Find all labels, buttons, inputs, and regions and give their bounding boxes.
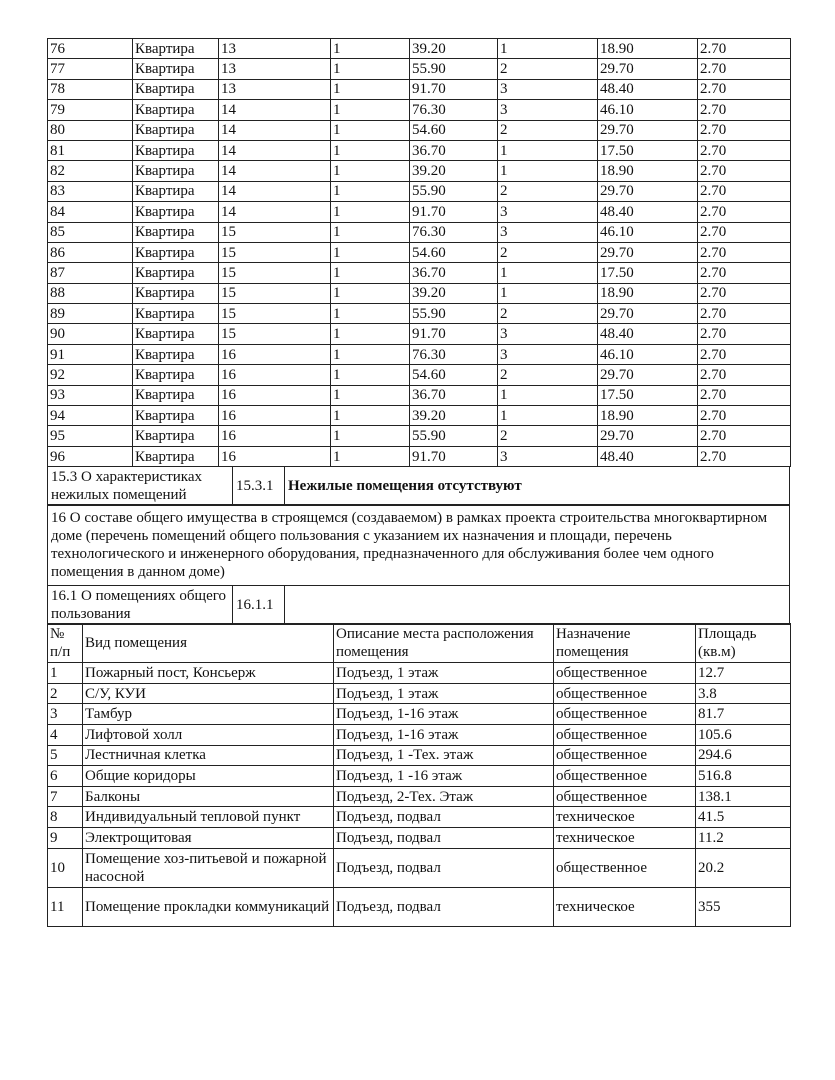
apartment-area: 39.20 bbox=[410, 39, 498, 59]
apartment-living-area: 48.40 bbox=[598, 446, 698, 466]
apartment-number: 76 bbox=[48, 39, 133, 59]
apartment-living-area: 46.10 bbox=[598, 222, 698, 242]
room-kind: Помещение хоз-питьевой и пожарной насосной bbox=[83, 848, 334, 887]
apartment-number: 92 bbox=[48, 365, 133, 385]
section-15-3-value: Нежилые помещения отсутствуют bbox=[285, 466, 790, 505]
apartment-section: 1 bbox=[331, 39, 410, 59]
apartment-floor: 14 bbox=[219, 161, 331, 181]
header-area: Площадь (кв.м) bbox=[696, 624, 791, 663]
apartment-number: 94 bbox=[48, 406, 133, 426]
apartment-living-area: 18.90 bbox=[598, 39, 698, 59]
apartment-type: Квартира bbox=[133, 100, 219, 120]
room-number: 3 bbox=[48, 704, 83, 725]
apartment-number: 88 bbox=[48, 283, 133, 303]
apartment-number: 81 bbox=[48, 140, 133, 160]
apartment-ceiling-height: 2.70 bbox=[698, 283, 791, 303]
apartment-rooms: 3 bbox=[498, 202, 598, 222]
apartments-table bbox=[47, 38, 791, 467]
apartment-rooms: 1 bbox=[498, 161, 598, 181]
apartment-number: 84 bbox=[48, 202, 133, 222]
apartment-number: 93 bbox=[48, 385, 133, 405]
apartment-section: 1 bbox=[331, 283, 410, 303]
apartment-type: Квартира bbox=[133, 344, 219, 364]
apartment-row bbox=[48, 100, 791, 120]
apartment-number: 77 bbox=[48, 59, 133, 79]
apartment-living-area: 29.70 bbox=[598, 181, 698, 201]
common-room-row bbox=[48, 704, 791, 725]
room-purpose: техническое bbox=[554, 807, 696, 828]
apartment-type: Квартира bbox=[133, 283, 219, 303]
apartment-living-area: 29.70 bbox=[598, 365, 698, 385]
apartment-rooms: 2 bbox=[498, 242, 598, 262]
apartment-section: 1 bbox=[331, 100, 410, 120]
apartment-type: Квартира bbox=[133, 446, 219, 466]
apartment-area: 36.70 bbox=[410, 385, 498, 405]
apartment-row bbox=[48, 181, 791, 201]
apartment-ceiling-height: 2.70 bbox=[698, 446, 791, 466]
apartment-rooms: 2 bbox=[498, 120, 598, 140]
apartment-ceiling-height: 2.70 bbox=[698, 406, 791, 426]
common-room-row bbox=[48, 663, 791, 684]
room-kind: Лестничная клетка bbox=[83, 745, 334, 766]
apartment-section: 1 bbox=[331, 406, 410, 426]
apartment-living-area: 29.70 bbox=[598, 120, 698, 140]
room-kind: Помещение прокладки коммуникаций bbox=[83, 887, 334, 926]
room-number: 4 bbox=[48, 724, 83, 745]
apartment-number: 89 bbox=[48, 304, 133, 324]
room-number: 7 bbox=[48, 786, 83, 807]
apartment-ceiling-height: 2.70 bbox=[698, 242, 791, 262]
apartment-ceiling-height: 2.70 bbox=[698, 344, 791, 364]
apartment-type: Квартира bbox=[133, 222, 219, 242]
apartment-area: 55.90 bbox=[410, 181, 498, 201]
apartment-number: 80 bbox=[48, 120, 133, 140]
apartment-area: 54.60 bbox=[410, 242, 498, 262]
room-location: Подъезд, 1-16 этаж bbox=[334, 724, 554, 745]
apartment-section: 1 bbox=[331, 59, 410, 79]
apartment-floor: 16 bbox=[219, 344, 331, 364]
room-purpose: общественное bbox=[554, 724, 696, 745]
apartment-number: 96 bbox=[48, 446, 133, 466]
room-number: 10 bbox=[48, 848, 83, 887]
apartment-floor: 13 bbox=[219, 39, 331, 59]
apartment-floor: 14 bbox=[219, 120, 331, 140]
apartment-row bbox=[48, 140, 791, 160]
room-area: 41.5 bbox=[696, 807, 791, 828]
apartment-floor: 16 bbox=[219, 446, 331, 466]
room-number: 1 bbox=[48, 663, 83, 684]
apartment-row bbox=[48, 202, 791, 222]
section-16-1-code: 16.1.1 bbox=[233, 585, 285, 624]
apartment-rooms: 2 bbox=[498, 426, 598, 446]
apartment-ceiling-height: 2.70 bbox=[698, 120, 791, 140]
apartment-area: 91.70 bbox=[410, 79, 498, 99]
apartment-row bbox=[48, 406, 791, 426]
apartment-row bbox=[48, 446, 791, 466]
apartment-floor: 14 bbox=[219, 100, 331, 120]
apartment-rooms: 3 bbox=[498, 344, 598, 364]
apartment-ceiling-height: 2.70 bbox=[698, 304, 791, 324]
room-kind: Пожарный пост, Консьерж bbox=[83, 663, 334, 684]
apartment-section: 1 bbox=[331, 365, 410, 385]
room-kind: Лифтовой холл bbox=[83, 724, 334, 745]
apartment-ceiling-height: 2.70 bbox=[698, 385, 791, 405]
apartment-ceiling-height: 2.70 bbox=[698, 426, 791, 446]
room-area: 516.8 bbox=[696, 766, 791, 787]
apartment-type: Квартира bbox=[133, 406, 219, 426]
apartment-type: Квартира bbox=[133, 161, 219, 181]
room-number: 5 bbox=[48, 745, 83, 766]
apartment-section: 1 bbox=[331, 344, 410, 364]
apartment-section: 1 bbox=[331, 426, 410, 446]
room-number: 9 bbox=[48, 827, 83, 848]
apartment-ceiling-height: 2.70 bbox=[698, 181, 791, 201]
common-room-row bbox=[48, 766, 791, 787]
common-room-row bbox=[48, 807, 791, 828]
apartment-row bbox=[48, 222, 791, 242]
room-purpose: общественное bbox=[554, 786, 696, 807]
room-location: Подъезд, подвал bbox=[334, 887, 554, 926]
room-purpose: общественное bbox=[554, 848, 696, 887]
apartment-floor: 15 bbox=[219, 283, 331, 303]
apartment-floor: 16 bbox=[219, 385, 331, 405]
room-purpose: техническое bbox=[554, 887, 696, 926]
room-kind: С/У, КУИ bbox=[83, 683, 334, 704]
section-16-1-label: 16.1 О помещениях общего пользования bbox=[48, 585, 233, 624]
apartment-rooms: 3 bbox=[498, 324, 598, 344]
apartment-area: 39.20 bbox=[410, 283, 498, 303]
common-room-row bbox=[48, 745, 791, 766]
apartment-section: 1 bbox=[331, 446, 410, 466]
apartment-living-area: 29.70 bbox=[598, 59, 698, 79]
apartment-ceiling-height: 2.70 bbox=[698, 324, 791, 344]
apartment-type: Квартира bbox=[133, 120, 219, 140]
apartment-section: 1 bbox=[331, 385, 410, 405]
apartment-row bbox=[48, 344, 791, 364]
room-location: Подъезд, 2-Тех. Этаж bbox=[334, 786, 554, 807]
section-16-1 bbox=[47, 585, 790, 625]
section-16 bbox=[47, 504, 790, 586]
apartment-area: 91.70 bbox=[410, 324, 498, 344]
apartment-area: 76.30 bbox=[410, 222, 498, 242]
apartment-rooms: 1 bbox=[498, 140, 598, 160]
room-number: 6 bbox=[48, 766, 83, 787]
apartment-ceiling-height: 2.70 bbox=[698, 59, 791, 79]
apartment-ceiling-height: 2.70 bbox=[698, 140, 791, 160]
apartment-living-area: 17.50 bbox=[598, 140, 698, 160]
room-purpose: общественное bbox=[554, 663, 696, 684]
apartment-type: Квартира bbox=[133, 304, 219, 324]
apartment-number: 90 bbox=[48, 324, 133, 344]
apartment-area: 36.70 bbox=[410, 263, 498, 283]
apartment-ceiling-height: 2.70 bbox=[698, 161, 791, 181]
common-rooms-table bbox=[47, 623, 791, 926]
room-number: 11 bbox=[48, 887, 83, 926]
common-room-row bbox=[48, 724, 791, 745]
apartment-ceiling-height: 2.70 bbox=[698, 202, 791, 222]
apartment-rooms: 1 bbox=[498, 406, 598, 426]
apartment-number: 78 bbox=[48, 79, 133, 99]
apartment-section: 1 bbox=[331, 140, 410, 160]
apartment-area: 36.70 bbox=[410, 140, 498, 160]
apartment-rooms: 3 bbox=[498, 79, 598, 99]
apartment-living-area: 29.70 bbox=[598, 304, 698, 324]
common-room-row bbox=[48, 786, 791, 807]
apartment-floor: 16 bbox=[219, 406, 331, 426]
apartment-section: 1 bbox=[331, 304, 410, 324]
apartment-type: Квартира bbox=[133, 79, 219, 99]
room-purpose: общественное bbox=[554, 704, 696, 725]
apartment-section: 1 bbox=[331, 242, 410, 262]
apartment-rooms: 1 bbox=[498, 385, 598, 405]
apartment-number: 83 bbox=[48, 181, 133, 201]
room-purpose: общественное bbox=[554, 683, 696, 704]
apartment-type: Квартира bbox=[133, 202, 219, 222]
room-kind: Общие коридоры bbox=[83, 766, 334, 787]
room-number: 8 bbox=[48, 807, 83, 828]
apartment-section: 1 bbox=[331, 120, 410, 140]
apartment-type: Квартира bbox=[133, 365, 219, 385]
apartment-number: 85 bbox=[48, 222, 133, 242]
apartment-area: 55.90 bbox=[410, 59, 498, 79]
apartment-floor: 14 bbox=[219, 181, 331, 201]
room-location: Подъезд, подвал bbox=[334, 807, 554, 828]
apartment-floor: 13 bbox=[219, 59, 331, 79]
apartment-number: 87 bbox=[48, 263, 133, 283]
section-16-text: 16 О составе общего имущества в строящемся (создаваемом) в рамках проекта строительства многоквартирном доме (перечень помещений общего пользования с указанием их назначения и площади, перечень технологического и инженерного оборудования, предназначенного для обслуживания более чем одного помещения в данном доме) bbox=[48, 505, 790, 586]
apartment-ceiling-height: 2.70 bbox=[698, 222, 791, 242]
apartment-living-area: 18.90 bbox=[598, 161, 698, 181]
apartment-floor: 15 bbox=[219, 222, 331, 242]
room-kind: Электрощитовая bbox=[83, 827, 334, 848]
apartment-section: 1 bbox=[331, 263, 410, 283]
room-kind: Балконы bbox=[83, 786, 334, 807]
room-location: Подъезд, 1 -16 этаж bbox=[334, 766, 554, 787]
apartment-type: Квартира bbox=[133, 181, 219, 201]
document-page bbox=[47, 38, 790, 927]
apartment-living-area: 48.40 bbox=[598, 79, 698, 99]
apartment-rooms: 2 bbox=[498, 181, 598, 201]
section-15-3-code: 15.3.1 bbox=[233, 466, 285, 505]
apartment-living-area: 48.40 bbox=[598, 324, 698, 344]
apartment-area: 55.90 bbox=[410, 426, 498, 446]
apartment-row bbox=[48, 242, 791, 262]
room-location: Подъезд, подвал bbox=[334, 848, 554, 887]
room-kind: Индивидуальный тепловой пункт bbox=[83, 807, 334, 828]
apartment-type: Квартира bbox=[133, 140, 219, 160]
apartment-living-area: 29.70 bbox=[598, 242, 698, 262]
room-number: 2 bbox=[48, 683, 83, 704]
apartment-row bbox=[48, 385, 791, 405]
apartment-number: 95 bbox=[48, 426, 133, 446]
apartment-ceiling-height: 2.70 bbox=[698, 79, 791, 99]
header-kind: Вид помещения bbox=[83, 624, 334, 663]
room-purpose: общественное bbox=[554, 766, 696, 787]
apartment-number: 86 bbox=[48, 242, 133, 262]
apartment-area: 39.20 bbox=[410, 161, 498, 181]
room-area: 11.2 bbox=[696, 827, 791, 848]
apartment-number: 82 bbox=[48, 161, 133, 181]
apartment-type: Квартира bbox=[133, 263, 219, 283]
apartment-type: Квартира bbox=[133, 324, 219, 344]
apartment-number: 79 bbox=[48, 100, 133, 120]
apartment-section: 1 bbox=[331, 222, 410, 242]
apartment-area: 91.70 bbox=[410, 202, 498, 222]
apartment-rooms: 3 bbox=[498, 100, 598, 120]
apartment-row bbox=[48, 161, 791, 181]
apartment-area: 39.20 bbox=[410, 406, 498, 426]
header-location: Описание места расположения помещения bbox=[334, 624, 554, 663]
apartment-floor: 13 bbox=[219, 79, 331, 99]
section-16-1-value bbox=[285, 585, 790, 624]
room-purpose: общественное bbox=[554, 745, 696, 766]
header-purpose: Назначение помещения bbox=[554, 624, 696, 663]
apartment-type: Квартира bbox=[133, 426, 219, 446]
common-room-row bbox=[48, 827, 791, 848]
room-area: 138.1 bbox=[696, 786, 791, 807]
apartment-row bbox=[48, 120, 791, 140]
room-location: Подъезд, 1 -Тех. этаж bbox=[334, 745, 554, 766]
apartment-row bbox=[48, 426, 791, 446]
apartment-type: Квартира bbox=[133, 242, 219, 262]
header-number: № п/п bbox=[48, 624, 83, 663]
apartment-section: 1 bbox=[331, 181, 410, 201]
apartment-area: 55.90 bbox=[410, 304, 498, 324]
room-area: 20.2 bbox=[696, 848, 791, 887]
apartment-floor: 15 bbox=[219, 242, 331, 262]
apartment-row bbox=[48, 324, 791, 344]
apartment-rooms: 3 bbox=[498, 222, 598, 242]
room-area: 105.6 bbox=[696, 724, 791, 745]
apartment-rooms: 1 bbox=[498, 283, 598, 303]
apartment-section: 1 bbox=[331, 324, 410, 344]
common-room-row bbox=[48, 683, 791, 704]
apartment-area: 91.70 bbox=[410, 446, 498, 466]
apartment-row bbox=[48, 283, 791, 303]
room-purpose: техническое bbox=[554, 827, 696, 848]
common-room-row bbox=[48, 887, 791, 926]
apartment-area: 54.60 bbox=[410, 120, 498, 140]
apartment-type: Квартира bbox=[133, 385, 219, 405]
section-15-3 bbox=[47, 466, 790, 506]
room-location: Подъезд, 1-16 этаж bbox=[334, 704, 554, 725]
apartment-row bbox=[48, 79, 791, 99]
room-area: 81.7 bbox=[696, 704, 791, 725]
apartment-floor: 15 bbox=[219, 263, 331, 283]
apartment-floor: 16 bbox=[219, 426, 331, 446]
apartment-floor: 15 bbox=[219, 304, 331, 324]
apartment-type: Квартира bbox=[133, 39, 219, 59]
apartment-floor: 15 bbox=[219, 324, 331, 344]
apartment-living-area: 48.40 bbox=[598, 202, 698, 222]
apartment-row bbox=[48, 59, 791, 79]
room-location: Подъезд, 1 этаж bbox=[334, 663, 554, 684]
room-kind: Тамбур bbox=[83, 704, 334, 725]
apartment-ceiling-height: 2.70 bbox=[698, 39, 791, 59]
apartment-rooms: 2 bbox=[498, 59, 598, 79]
apartment-type: Квартира bbox=[133, 59, 219, 79]
apartment-section: 1 bbox=[331, 202, 410, 222]
room-area: 294.6 bbox=[696, 745, 791, 766]
room-area: 355 bbox=[696, 887, 791, 926]
room-location: Подъезд, подвал bbox=[334, 827, 554, 848]
apartment-rooms: 2 bbox=[498, 304, 598, 324]
apartment-living-area: 18.90 bbox=[598, 283, 698, 303]
apartment-living-area: 17.50 bbox=[598, 263, 698, 283]
apartment-rooms: 2 bbox=[498, 365, 598, 385]
apartment-living-area: 46.10 bbox=[598, 100, 698, 120]
apartment-row bbox=[48, 365, 791, 385]
apartment-living-area: 17.50 bbox=[598, 385, 698, 405]
room-area: 12.7 bbox=[696, 663, 791, 684]
room-location: Подъезд, 1 этаж bbox=[334, 683, 554, 704]
common-rooms-header bbox=[48, 624, 791, 663]
apartment-ceiling-height: 2.70 bbox=[698, 100, 791, 120]
apartment-floor: 14 bbox=[219, 140, 331, 160]
apartment-ceiling-height: 2.70 bbox=[698, 263, 791, 283]
section-15-3-label: 15.3 О характеристиках нежилых помещений bbox=[48, 466, 233, 505]
apartment-living-area: 46.10 bbox=[598, 344, 698, 364]
apartment-row bbox=[48, 263, 791, 283]
apartment-section: 1 bbox=[331, 79, 410, 99]
room-area: 3.8 bbox=[696, 683, 791, 704]
apartment-ceiling-height: 2.70 bbox=[698, 365, 791, 385]
apartment-area: 54.60 bbox=[410, 365, 498, 385]
apartment-row bbox=[48, 304, 791, 324]
apartment-row bbox=[48, 39, 791, 59]
apartment-rooms: 3 bbox=[498, 446, 598, 466]
apartment-area: 76.30 bbox=[410, 100, 498, 120]
apartment-living-area: 18.90 bbox=[598, 406, 698, 426]
apartment-rooms: 1 bbox=[498, 263, 598, 283]
apartment-section: 1 bbox=[331, 161, 410, 181]
common-room-row bbox=[48, 848, 791, 887]
apartment-rooms: 1 bbox=[498, 39, 598, 59]
apartment-floor: 14 bbox=[219, 202, 331, 222]
apartment-area: 76.30 bbox=[410, 344, 498, 364]
apartment-floor: 16 bbox=[219, 365, 331, 385]
apartment-living-area: 29.70 bbox=[598, 426, 698, 446]
apartment-number: 91 bbox=[48, 344, 133, 364]
